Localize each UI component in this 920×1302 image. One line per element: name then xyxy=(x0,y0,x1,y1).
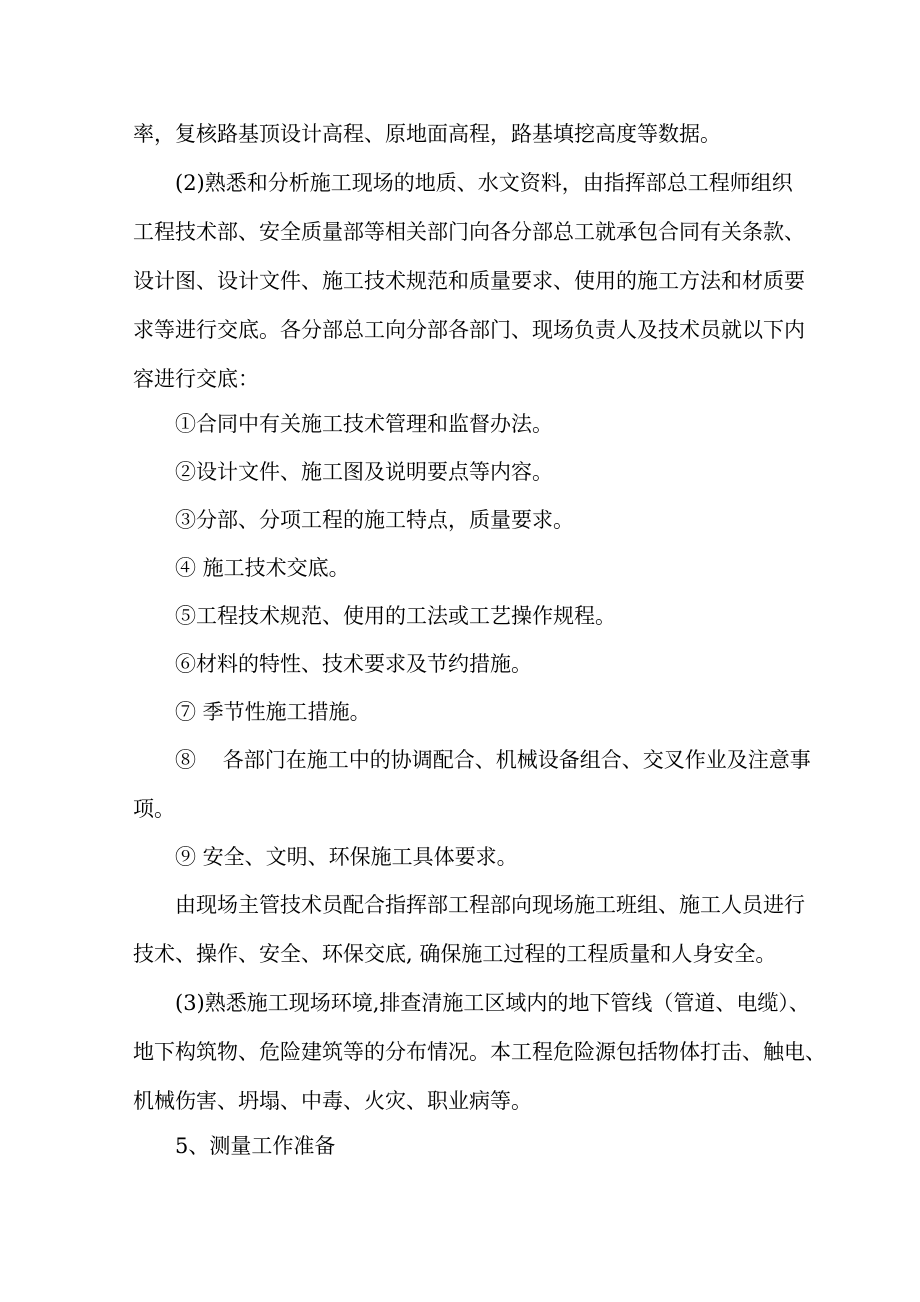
list-item: ④ 施工技术交底。 xyxy=(175,556,350,580)
text-line: 求等进行交底。各分部总工向分部各部门、现场负责人及技术员就以下内 xyxy=(133,318,805,342)
list-item: ⑥材料的特性、技术要求及节约措施。 xyxy=(175,652,532,676)
list-item: ②设计文件、施工图及说明要点等内容。 xyxy=(175,460,553,484)
list-item: ⑦ 季节性施工措施。 xyxy=(175,700,371,724)
text-line: 项。 xyxy=(133,797,175,821)
section-heading: 5、测量工作准备 xyxy=(175,1134,336,1158)
text-line: 由现场主管技术员配合指挥部工程部向现场施工班组、施工人员进行 xyxy=(175,893,805,917)
list-item: ①合同中有关施工技术管理和监督办法。 xyxy=(175,412,553,436)
text-line: 率，复核路基顶设计高程、原地面高程，路基填挖高度等数据。 xyxy=(133,122,721,146)
text-line: 技术、操作、安全、环保交底, 确保施工过程的工程质量和人身安全。 xyxy=(133,942,777,966)
text-line: 地下构筑物、危险建筑等的分布情况。本工程危险源包括物体打击、触电、 xyxy=(133,1040,826,1064)
list-item: ⑨ 安全、文明、环保施工具体要求。 xyxy=(175,845,518,869)
text-line: (2)熟悉和分析施工现场的地质、水文资料，由指挥部总工程师组织 xyxy=(175,171,793,195)
list-item: ⑤工程技术规范、使用的工法或工艺操作规程。 xyxy=(175,604,616,628)
list-item: ⑧ 各部门在施工中的协调配合、机械设备组合、交叉作业及注意事 xyxy=(175,748,811,772)
text-line: 工程技术部、安全质量部等相关部门向各分部总工就承包合同有关条款、 xyxy=(133,220,805,244)
text-line: 设计图、设计文件、施工技术规范和质量要求、使用的施工方法和材质要 xyxy=(133,269,805,293)
text-line: 机械伤害、坍塌、中毒、火灾、职业病等。 xyxy=(133,1089,532,1113)
text-line: (3)熟悉施工现场环境,排查清施工区域内的地下管线（管道、电缆）、 xyxy=(175,991,810,1015)
text-line: 容进行交底： xyxy=(133,367,259,391)
list-item: ③分部、分项工程的施工特点，质量要求。 xyxy=(175,508,574,532)
